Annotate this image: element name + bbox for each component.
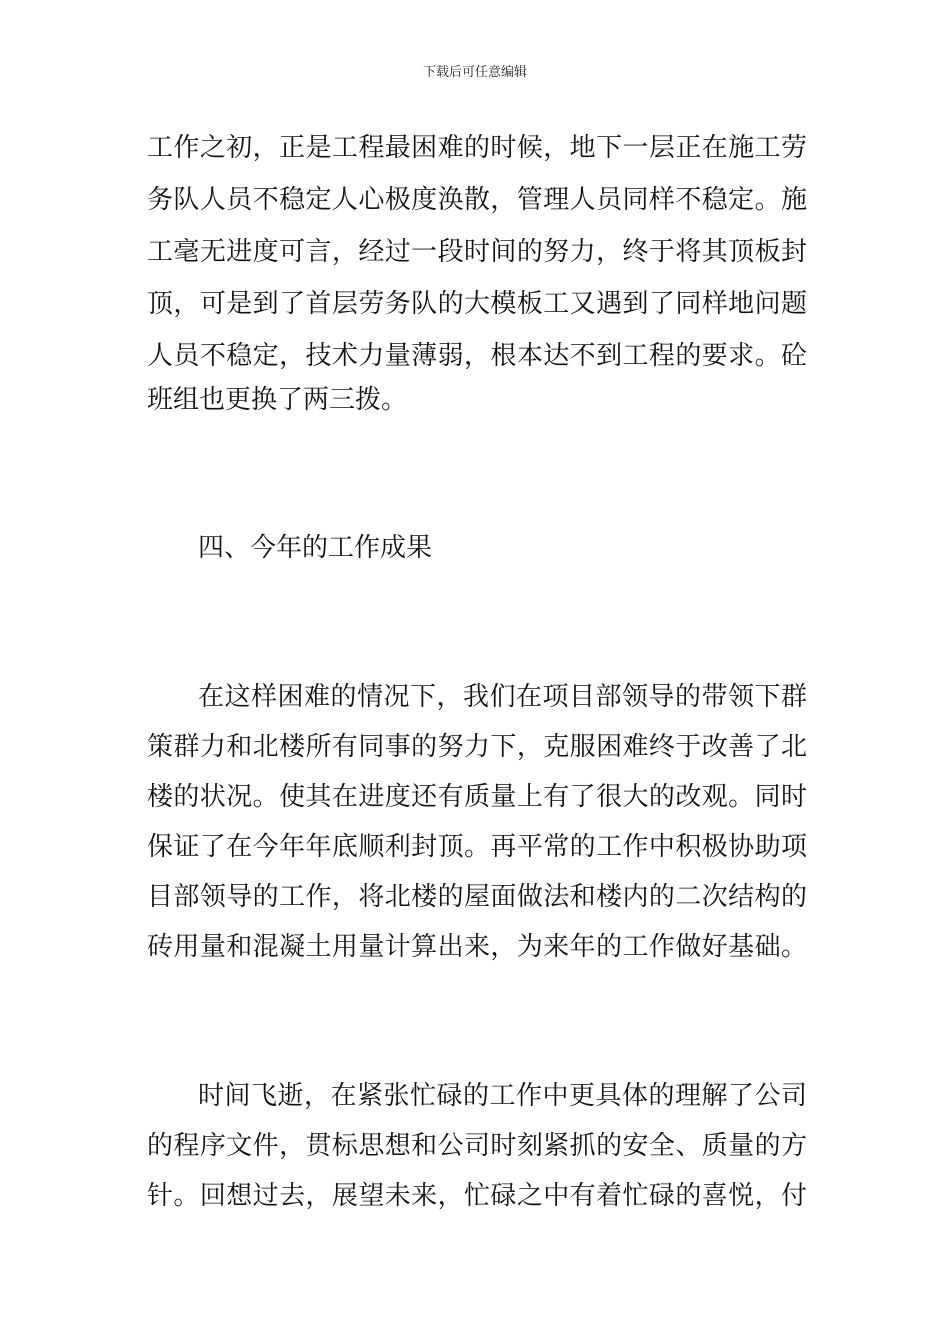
paragraph-3-line-1: 时间飞逝，在紧张忙碌的工作中更具体的理解了公司 (198, 1081, 807, 1111)
paragraph-1-line-6: 班组也更换了两三拨。 (147, 385, 408, 415)
paragraph-2-line-6: 砖用量和混凝土用量计算出来，为来年的工作做好基础。 (147, 932, 807, 962)
section-heading: 四、今年的工作成果 (198, 533, 433, 563)
paragraph-2-line-4: 保证了在今年年底顺利封顶。再平常的工作中积极协助项 (147, 832, 807, 862)
paragraph-2-line-5: 目部领导的工作，将北楼的屋面做法和楼内的二次结构的 (147, 882, 807, 912)
page-header: 下载后可任意编辑 (422, 65, 527, 80)
paragraph-1-line-4: 顶，可是到了首层劳务队的大模板工又遇到了同样地问题 (147, 289, 807, 319)
paragraph-2-line-1: 在这样困难的情况下，我们在项目部领导的带领下群 (198, 682, 807, 712)
paragraph-1-line-3: 工毫无进度可言，经过一段时间的努力，终于将其顶板封 (147, 237, 807, 267)
paragraph-1-line-2: 务队人员不稳定人心极度涣散，管理人员同样不稳定。施 (147, 185, 807, 215)
paragraph-2-line-2: 策群力和北楼所有同事的努力下，克服困难终于改善了北 (147, 732, 807, 762)
paragraph-1-line-1: 工作之初，正是工程最困难的时候，地下一层正在施工劳 (147, 133, 807, 163)
paragraph-1-line-5: 人员不稳定，技术力量薄弱，根本达不到工程的要求。砼 (147, 341, 807, 371)
paragraph-3-line-2: 的程序文件，贯标思想和公司时刻紧抓的安全、质量的方 (147, 1131, 807, 1161)
paragraph-2-line-3: 楼的状况。使其在进度还有质量上有了很大的改观。同时 (147, 782, 807, 812)
paragraph-3-line-3: 针。回想过去，展望未来，忙碌之中有着忙碌的喜悦，付 (147, 1181, 807, 1211)
